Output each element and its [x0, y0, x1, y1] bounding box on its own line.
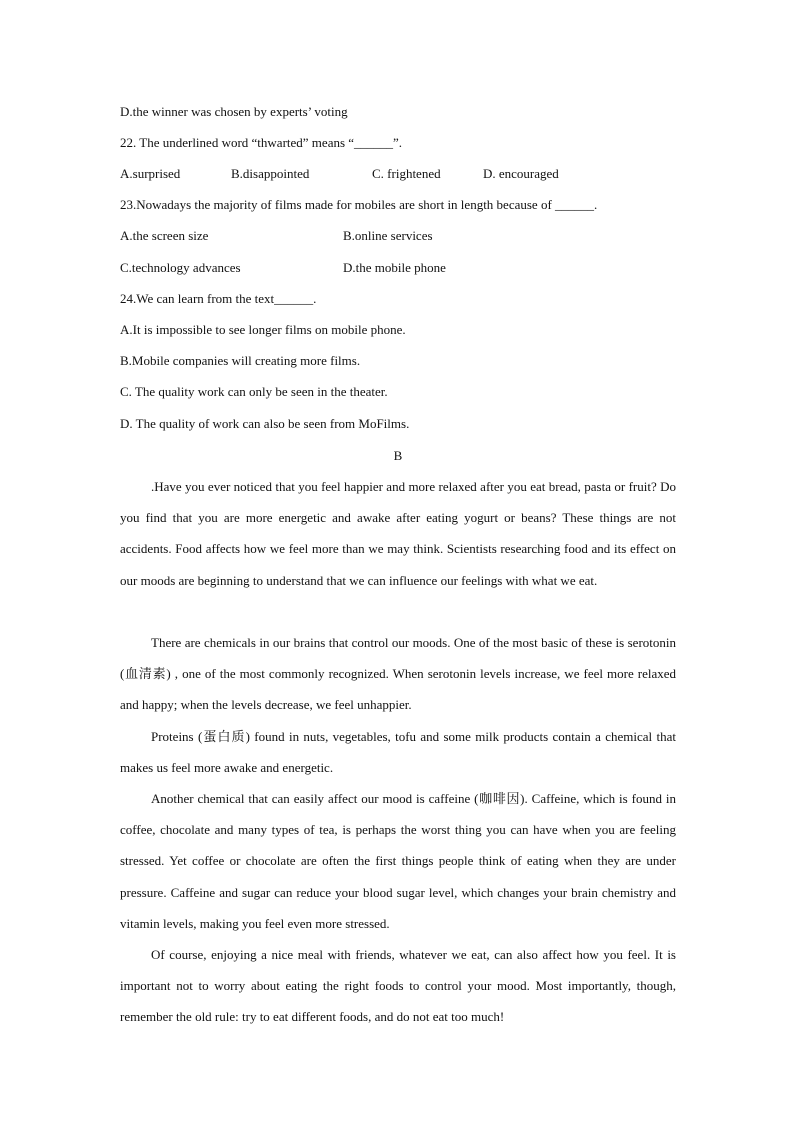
q24-option-c: C. The quality work can only be seen in the theater. [120, 384, 388, 399]
passage-paragraph-5: Of course, enjoying a nice meal with friends, whatever we eat, can also affect how you feel. It is important not to worry about eating the right foods to control your mood. Most importantly, though, remember the old rule: try to eat different foods, and do not eat too much! [120, 947, 676, 1025]
q22-option-b: B.disappointed [231, 166, 310, 181]
passage-paragraph-2: There are chemicals in our brains that control our moods. One of the most basic of these is serotonin (血清素) , one of the most commonly recognized. When serotonin levels increase, we feel more relaxed and happy; when the levels decrease, we feel unhappier. [120, 635, 676, 713]
q22-option-a: A.surprised [120, 166, 181, 181]
passage-paragraph-4: Another chemical that can easily affect our mood is caffeine (咖啡因). Caffeine, which is found in coffee, chocolate and many types of tea, is perhaps the worst thing you can have when you are feeling stressed. Yet coffee or chocolate are often the first things people think of eating when they are under pressure. Caffeine and sugar can reduce your blood sugar level, which changes your brain chemistry and vitamin levels, making you feel even more stressed. [120, 791, 676, 931]
q23-option-c: C.technology advances [120, 260, 241, 275]
q23-option-b: B.online services [343, 228, 433, 243]
q23-option-a: A.the screen size [120, 228, 209, 243]
passage-paragraph-1: .Have you ever noticed that you feel happier and more relaxed after you eat bread, pasta or fruit? Do you find that you are more energetic and awake after eating yogurt or beans? These things are not accidents. Food affects how we feel more than we may think. Scientists researching food and its effect on our moods are beginning to understand that we can influence our feelings with what we eat. [120, 479, 676, 588]
q24-stem: 24.We can learn from the text______. [120, 291, 317, 306]
q22-stem: 22. The underlined word “thwarted” means “______”. [120, 135, 403, 150]
q23-option-d: D.the mobile phone [343, 260, 446, 275]
q22-option-d: D. encouraged [483, 166, 559, 181]
passage-paragraph-3: Proteins (蛋白质) found in nuts, vegetables, tofu and some milk products contain a chemical that makes us feel more awake and energetic. [120, 729, 676, 776]
q21-option-d: D.the winner was chosen by experts’ voting [120, 104, 348, 119]
q24-option-b: B.Mobile companies will creating more films. [120, 353, 361, 368]
section-heading: B [393, 448, 403, 463]
q23-stem: 23.Nowadays the majority of films made for mobiles are short in length because of ______. [120, 197, 598, 212]
q22-option-c: C. frightened [372, 166, 441, 181]
q24-option-d: D. The quality of work can also be seen from MoFilms. [120, 416, 410, 431]
q24-option-a: A.It is impossible to see longer films on mobile phone. [120, 322, 406, 337]
